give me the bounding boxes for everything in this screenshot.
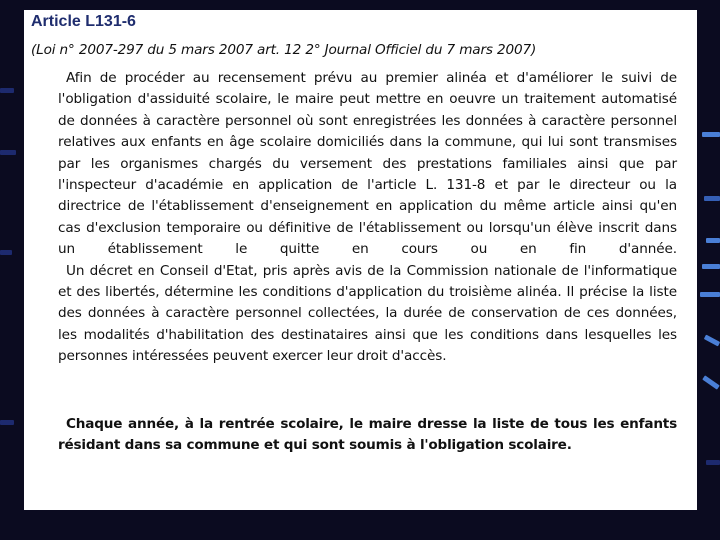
- decor-dash: [700, 292, 720, 297]
- document-panel: [24, 10, 697, 510]
- decor-dash: [706, 460, 720, 465]
- decor-dash: [0, 420, 14, 425]
- decor-dash: [706, 238, 720, 243]
- decor-dash: [704, 196, 720, 201]
- decor-dash: [0, 250, 12, 255]
- decor-dash: [0, 88, 14, 93]
- law-reference: (Loi n° 2007-297 du 5 mars 2007 art. 12 2° Journal Officiel du 7 mars 2007): [31, 42, 537, 58]
- article-title: Article L131-6: [31, 13, 136, 30]
- decor-dash: [702, 375, 720, 389]
- decor-dash: [702, 264, 720, 269]
- paragraph-3: Chaque année, à la rentrée scolaire, le maire dresse la liste de tous les enfants résidant dans sa commune et qui sont soumis à l'obligation scolaire.: [58, 416, 677, 453]
- decor-dash: [704, 335, 720, 347]
- article-body: [58, 68, 677, 368]
- decor-dash: [0, 150, 16, 155]
- decor-dash: [702, 132, 720, 137]
- paragraph-1: Afin de procéder au recensement prévu au premier alinéa et d'améliorer le suivi de l'obligation d'assiduité scolaire, le maire peut mettre en oeuvre un traitement automatisé de données à caractère personnel où sont enregistrées les données à caractère personnel relatives aux enfants en âge scolaire domiciliés dans la commune, qui lui sont transmises par les organismes chargés du versement des prestations familiales ainsi que par l'inspecteur d'académie en application de l'article L. 131-8 et par le directeur ou la directrice de l'établissement d'enseignement en application du même article ainsi qu'en cas d'exclusion temporaire ou définitive de l'établissement ou lorsqu'un élève inscrit dans un établissement le quitte en cours ou en fin d'année.: [58, 70, 677, 258]
- paragraph-2: Un décret en Conseil d'Etat, pris après avis de la Commission nationale de l'informatique et des libertés, détermine les conditions d'application du troisième alinéa. Il précise la liste des données à caractère personnel collectées, la durée de conservation de ces données, les modalités d'habilitation des destinataires ainsi que les conditions dans lesquelles les personnes intéressées peuvent exercer leur droit d'accès.: [58, 262, 677, 365]
